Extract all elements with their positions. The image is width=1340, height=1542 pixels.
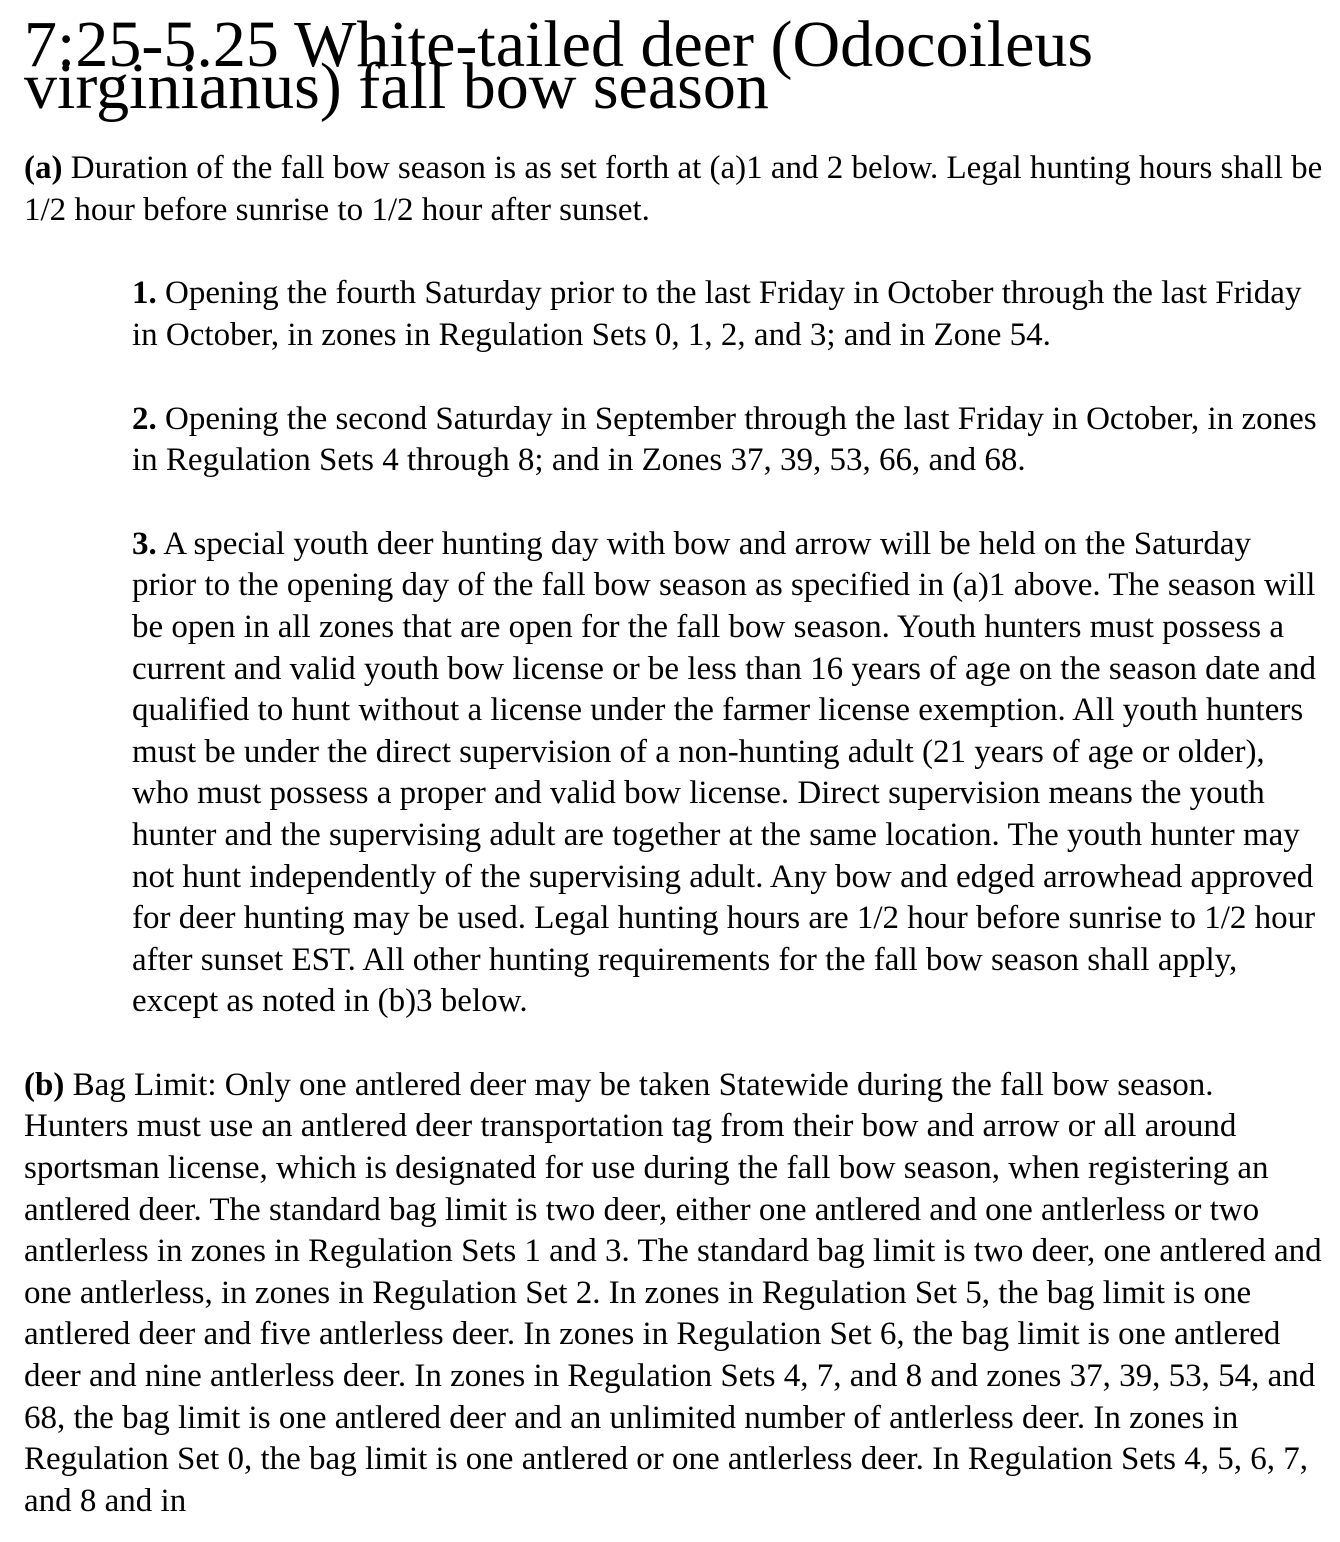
subparagraph-1-text: Opening the fourth Saturday prior to the last Friday in October through the last Friday in October, in zones in Regulation Sets 0, 1, 2, and 3; and in Zone 54. bbox=[132, 275, 1302, 353]
paragraph-b-label: (b) bbox=[24, 1066, 65, 1103]
subparagraph-2-label: 2. bbox=[132, 400, 157, 437]
paragraph-b bbox=[24, 1065, 1324, 1518]
subparagraph-3-label: 3. bbox=[132, 525, 157, 562]
subparagraph-3 bbox=[132, 524, 1322, 1023]
section-title: 7:25-5.25 White-tailed deer (Odocoileus virginianus) fall bow season bbox=[24, 8, 1094, 123]
paragraph-a-text: Duration of the fall bow season is as set forth at (a)1 and 2 below. Legal hunting hours shall be 1/2 hour before sunrise to 1/2 hour after sunset. bbox=[24, 150, 1323, 228]
subparagraph-3-text: A special youth deer hunting day with bow and arrow will be held on the Saturday prior to the opening day of the fall bow season as specified in (a)1 above. The season will be open in all zones that are open for the fall bow season. Youth hunters must possess a current and valid youth bow license or be less than 16 years of age on the season date and qualified to hunt without a license under the farmer license exemption. All youth hunters must be under the direct supervision of a non-hunting adult (21 years of age or older), who must possess a proper and valid bow license. Direct supervision means the youth hunter and the supervising adult are together at the same location. The youth hunter may not hunt independently of the supervising adult. Any bow and edged arrowhead approved for deer hunting may be used. Legal hunting hours are 1/2 hour before sunrise to 1/2 hour after sunset EST. All other hunting requirements for the fall bow season shall apply, except as noted in (b)3 below. bbox=[132, 525, 1316, 1020]
paragraph-a bbox=[24, 148, 1324, 231]
subparagraph-2-text: Opening the second Saturday in September through the last Friday in October, in zones in Regulation Sets 4 through 8; and in Zones 37, 39, 53, 66, and 68. bbox=[132, 400, 1317, 479]
subparagraph-1-label: 1. bbox=[132, 275, 157, 312]
regulation-document bbox=[24, 8, 1324, 1519]
paragraph-a-label: (a) bbox=[24, 150, 63, 187]
subparagraph-2 bbox=[132, 399, 1322, 482]
paragraph-b-text: Bag Limit: Only one antlered deer may be taken Statewide during the fall bow season. Hunters must use an antlered deer transportation tag from their bow and arrow or all around sportsman license, which is designated for use during the fall bow season, when registering an antlered deer. The standard bag limit is two deer, either one antlered and one antlerless or two antlerless in zones in Regulation Sets 1 and 3. The standard bag limit is two deer, one antlered and one antlerless, in zones in Regulation Set 2. In zones in Regulation Set 5, the bag limit is one antlered deer and five antlerless deer. In zones in Regulation Set 6, the bag limit is one antlered deer and nine antlerless deer. In zones in Regulation Sets 4, 7, and 8 and zones 37, 39, 53, 54, and 68, the bag limit is one antlered deer and an unlimited number of antlerless deer. In zones in Regulation Set 0, the bag limit is one antlered or one antlerless deer. In Regulation Sets 4, 5, 6, 7, and 8 and in bbox=[24, 1066, 1322, 1519]
subparagraph-1 bbox=[132, 273, 1322, 356]
